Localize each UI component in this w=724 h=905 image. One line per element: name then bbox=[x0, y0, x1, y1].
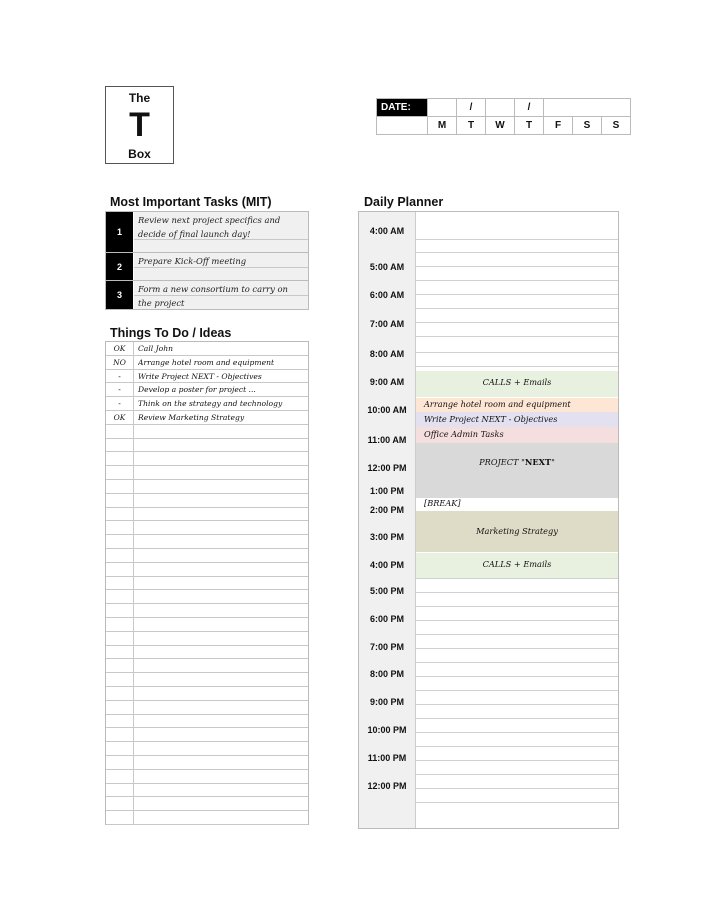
todo-status[interactable] bbox=[106, 549, 134, 562]
todo-row[interactable] bbox=[106, 728, 308, 742]
time-label: 2:00 PM bbox=[369, 505, 404, 515]
time-label: 4:00 AM bbox=[369, 226, 405, 236]
todo-text[interactable]: Review Marketing Strategy bbox=[138, 412, 245, 422]
todo-status[interactable] bbox=[106, 646, 134, 659]
todo-text[interactable] bbox=[138, 715, 306, 728]
time-label: 5:00 PM bbox=[369, 586, 404, 596]
planner-row-line bbox=[416, 352, 618, 353]
todo-row[interactable] bbox=[106, 756, 308, 770]
todo-text[interactable] bbox=[138, 494, 306, 507]
todo-text[interactable] bbox=[138, 687, 306, 700]
date-month-field[interactable] bbox=[486, 99, 515, 117]
todo-status[interactable] bbox=[106, 673, 134, 686]
time-label: 6:00 PM bbox=[369, 614, 404, 624]
todo-text[interactable] bbox=[138, 549, 306, 562]
planner-row-line bbox=[416, 308, 618, 309]
todo-text[interactable] bbox=[138, 618, 306, 631]
weekday-sun[interactable]: S bbox=[602, 117, 631, 135]
todo-row[interactable] bbox=[106, 673, 308, 687]
time-label: 6:00 AM bbox=[369, 290, 405, 300]
time-label: 7:00 PM bbox=[369, 642, 404, 652]
weekday-wed[interactable]: W bbox=[486, 117, 515, 135]
todo-status[interactable] bbox=[106, 756, 134, 769]
todo-status[interactable] bbox=[106, 439, 134, 452]
time-label: 9:00 PM bbox=[369, 697, 404, 707]
mit-item[interactable] bbox=[105, 281, 309, 310]
todo-row[interactable] bbox=[106, 480, 308, 494]
time-label: 12:00 PM bbox=[367, 463, 407, 473]
date-label: DATE: bbox=[377, 99, 428, 117]
todo-row[interactable] bbox=[106, 549, 308, 563]
todo-row[interactable] bbox=[106, 535, 308, 549]
todo-text[interactable]: Think on the strategy and technology bbox=[138, 399, 283, 409]
todo-row[interactable] bbox=[106, 521, 308, 535]
todo-status[interactable] bbox=[106, 618, 134, 631]
todo-text[interactable] bbox=[138, 508, 306, 521]
mit-item[interactable] bbox=[105, 211, 309, 253]
time-label: 9:00 AM bbox=[369, 377, 405, 387]
todo-row[interactable] bbox=[106, 494, 308, 508]
planner-row-line bbox=[416, 704, 618, 705]
todo-text[interactable] bbox=[138, 439, 306, 452]
todo-row[interactable] bbox=[106, 563, 308, 577]
todo-row[interactable] bbox=[106, 784, 308, 798]
todo-status[interactable] bbox=[106, 480, 134, 493]
todo-text[interactable] bbox=[138, 521, 306, 534]
todo-status[interactable] bbox=[106, 521, 134, 534]
todo-row[interactable] bbox=[106, 342, 308, 356]
todo-status[interactable]: OK bbox=[106, 411, 134, 424]
todo-text[interactable] bbox=[138, 425, 306, 438]
todo-row[interactable] bbox=[106, 687, 308, 701]
planner-row-line bbox=[416, 366, 618, 367]
mit-title: Most Important Tasks (MIT) bbox=[110, 195, 272, 209]
logo bbox=[105, 86, 174, 164]
todo-status[interactable]: OK bbox=[106, 342, 134, 355]
todo-status[interactable] bbox=[106, 770, 134, 783]
planner-row-line bbox=[416, 239, 618, 240]
todo-status[interactable] bbox=[106, 701, 134, 714]
mit-list bbox=[105, 211, 309, 310]
todo-status[interactable] bbox=[106, 494, 134, 507]
date-year-field[interactable] bbox=[544, 99, 631, 117]
todo-text[interactable] bbox=[138, 452, 306, 465]
date-day-field[interactable] bbox=[428, 99, 457, 117]
date-table bbox=[376, 98, 631, 135]
planner-row-line bbox=[416, 578, 618, 579]
todo-row[interactable] bbox=[106, 590, 308, 604]
time-label: 7:00 AM bbox=[369, 319, 405, 329]
todo-status[interactable] bbox=[106, 452, 134, 465]
todo-text[interactable] bbox=[138, 742, 306, 755]
todo-status[interactable]: - bbox=[106, 370, 134, 383]
planner-row-line bbox=[416, 788, 618, 789]
planner-row-line bbox=[416, 592, 618, 593]
todo-status[interactable] bbox=[106, 604, 134, 617]
planner-row-line bbox=[416, 690, 618, 691]
weekday-thu[interactable]: T bbox=[515, 117, 544, 135]
todo-row[interactable] bbox=[106, 370, 308, 384]
logo-line-2: T bbox=[129, 106, 150, 144]
weekday-fri[interactable]: F bbox=[544, 117, 573, 135]
todo-row[interactable] bbox=[106, 356, 308, 370]
time-label: 12:00 PM bbox=[367, 781, 407, 791]
daily-planner bbox=[358, 211, 619, 829]
time-label: 11:00 AM bbox=[367, 435, 407, 445]
todo-row[interactable] bbox=[106, 797, 308, 811]
todo-row[interactable] bbox=[106, 618, 308, 632]
event-write[interactable]: Write Project NEXT - Objectives bbox=[424, 414, 558, 424]
planner-row-line bbox=[416, 266, 618, 267]
planner-row-line bbox=[416, 662, 618, 663]
event-project-suffix: " bbox=[551, 457, 555, 467]
todo-text[interactable] bbox=[138, 480, 306, 493]
todo-status[interactable] bbox=[106, 811, 134, 824]
event-break[interactable]: [BREAK] bbox=[424, 498, 461, 508]
time-label: 10:00 PM bbox=[367, 725, 407, 735]
logo-line-1: The bbox=[128, 91, 151, 105]
todo-status[interactable] bbox=[106, 742, 134, 755]
planner-row-line bbox=[416, 634, 618, 635]
event-admin[interactable]: Office Admin Tasks bbox=[424, 429, 504, 439]
todo-status[interactable]: NO bbox=[106, 356, 134, 369]
planner-row-line bbox=[416, 322, 618, 323]
event-hotel[interactable]: Arrange hotel room and equipment bbox=[424, 399, 571, 409]
mit-text[interactable]: Review next project specifics and decide of final launch day! bbox=[138, 215, 281, 239]
todo-status[interactable] bbox=[106, 590, 134, 603]
todo-text[interactable]: Call John bbox=[138, 344, 174, 353]
todo-status[interactable] bbox=[106, 687, 134, 700]
time-label: 11:00 PM bbox=[367, 753, 407, 763]
todo-list bbox=[105, 341, 309, 825]
todo-text[interactable] bbox=[138, 659, 306, 672]
todo-text[interactable] bbox=[138, 811, 306, 824]
mit-text[interactable]: Prepare Kick-Off meeting bbox=[138, 256, 247, 266]
todo-text[interactable]: Develop a poster for project ... bbox=[138, 385, 256, 395]
event-project-prefix: PROJECT " bbox=[479, 457, 525, 467]
todo-text[interactable] bbox=[138, 673, 306, 686]
todo-row[interactable] bbox=[106, 411, 308, 425]
todo-row[interactable] bbox=[106, 439, 308, 453]
planner-row-line bbox=[416, 606, 618, 607]
planner-row-line bbox=[416, 336, 618, 337]
todo-text[interactable] bbox=[138, 604, 306, 617]
todo-row[interactable] bbox=[106, 701, 308, 715]
time-label: 4:00 PM bbox=[369, 560, 404, 570]
todo-row[interactable] bbox=[106, 632, 308, 646]
planner-row-line bbox=[416, 676, 618, 677]
time-label: 3:00 PM bbox=[369, 532, 404, 542]
time-label: 1:00 PM bbox=[369, 486, 404, 496]
event-project-name: NEXT bbox=[524, 457, 552, 467]
todo-row[interactable] bbox=[106, 770, 308, 784]
planner-row-line bbox=[416, 280, 618, 281]
todo-title: Things To Do / Ideas bbox=[110, 326, 232, 340]
todo-status[interactable] bbox=[106, 632, 134, 645]
todo-status[interactable] bbox=[106, 784, 134, 797]
mit-item[interactable] bbox=[105, 253, 309, 281]
mit-text[interactable]: Form a new consortium to carry on the project bbox=[138, 284, 288, 308]
todo-text[interactable] bbox=[138, 577, 306, 590]
date-sep-1: / bbox=[457, 99, 486, 117]
todo-status[interactable] bbox=[106, 466, 134, 479]
time-column bbox=[359, 212, 416, 828]
todo-text[interactable] bbox=[138, 632, 306, 645]
todo-row[interactable] bbox=[106, 659, 308, 673]
mit-number: 2 bbox=[106, 253, 133, 280]
planner-row-line bbox=[416, 774, 618, 775]
weekday-mon[interactable]: M bbox=[428, 117, 457, 135]
todo-row[interactable] bbox=[106, 742, 308, 756]
planner-row-line bbox=[416, 746, 618, 747]
todo-status[interactable] bbox=[106, 659, 134, 672]
logo-line-3: Box bbox=[128, 147, 151, 161]
todo-text[interactable] bbox=[138, 563, 306, 576]
mit-number: 1 bbox=[106, 212, 133, 252]
planner-row-line bbox=[416, 732, 618, 733]
todo-status[interactable] bbox=[106, 577, 134, 590]
todo-status[interactable] bbox=[106, 728, 134, 741]
planner-row-line bbox=[416, 802, 618, 803]
planner-row-line bbox=[416, 648, 618, 649]
todo-row[interactable] bbox=[106, 397, 308, 411]
todo-status[interactable]: - bbox=[106, 383, 134, 396]
todo-row[interactable] bbox=[106, 425, 308, 439]
todo-row[interactable] bbox=[106, 715, 308, 729]
event-project[interactable] bbox=[416, 457, 618, 467]
date-blank-cell bbox=[377, 117, 428, 135]
todo-row[interactable] bbox=[106, 452, 308, 466]
todo-text[interactable] bbox=[138, 646, 306, 659]
todo-row[interactable] bbox=[106, 646, 308, 660]
todo-text[interactable] bbox=[138, 770, 306, 783]
event-calls-afternoon[interactable]: CALLS + Emails bbox=[482, 559, 552, 569]
event-marketing[interactable]: Marketing Strategy bbox=[476, 526, 558, 536]
planner-row-line bbox=[416, 620, 618, 621]
time-label: 5:00 AM bbox=[369, 262, 405, 272]
todo-text[interactable]: Write Project NEXT - Objectives bbox=[138, 371, 262, 381]
time-label: 10:00 AM bbox=[367, 405, 407, 415]
mit-number: 3 bbox=[106, 281, 133, 309]
todo-row[interactable] bbox=[106, 383, 308, 397]
todo-status[interactable] bbox=[106, 563, 134, 576]
todo-row[interactable] bbox=[106, 508, 308, 522]
planner-row-line bbox=[416, 718, 618, 719]
weekday-sat[interactable]: S bbox=[573, 117, 602, 135]
todo-row[interactable] bbox=[106, 811, 308, 825]
todo-status[interactable]: - bbox=[106, 397, 134, 410]
todo-text[interactable] bbox=[138, 728, 306, 741]
planner-row-line bbox=[416, 760, 618, 761]
time-label: 8:00 AM bbox=[369, 349, 405, 359]
weekday-tue[interactable]: T bbox=[457, 117, 486, 135]
todo-text[interactable] bbox=[138, 797, 306, 810]
todo-status[interactable] bbox=[106, 797, 134, 810]
todo-text[interactable] bbox=[138, 590, 306, 603]
todo-status[interactable] bbox=[106, 715, 134, 728]
todo-row[interactable] bbox=[106, 466, 308, 480]
todo-text[interactable] bbox=[138, 466, 306, 479]
todo-text[interactable] bbox=[138, 756, 306, 769]
todo-row[interactable] bbox=[106, 577, 308, 591]
date-sep-2: / bbox=[515, 99, 544, 117]
todo-status[interactable] bbox=[106, 425, 134, 438]
todo-text[interactable] bbox=[138, 784, 306, 797]
planner-row-line bbox=[416, 294, 618, 295]
todo-status[interactable] bbox=[106, 508, 134, 521]
time-label: 8:00 PM bbox=[369, 669, 404, 679]
project-block[interactable] bbox=[416, 443, 618, 498]
event-calls-morning[interactable]: CALLS + Emails bbox=[482, 377, 552, 387]
todo-status[interactable] bbox=[106, 535, 134, 548]
planner-row-line bbox=[416, 252, 618, 253]
todo-row[interactable] bbox=[106, 604, 308, 618]
todo-text[interactable] bbox=[138, 701, 306, 714]
todo-text[interactable] bbox=[138, 535, 306, 548]
todo-text[interactable]: Arrange hotel room and equipment bbox=[138, 357, 275, 367]
planner-title: Daily Planner bbox=[364, 195, 444, 209]
